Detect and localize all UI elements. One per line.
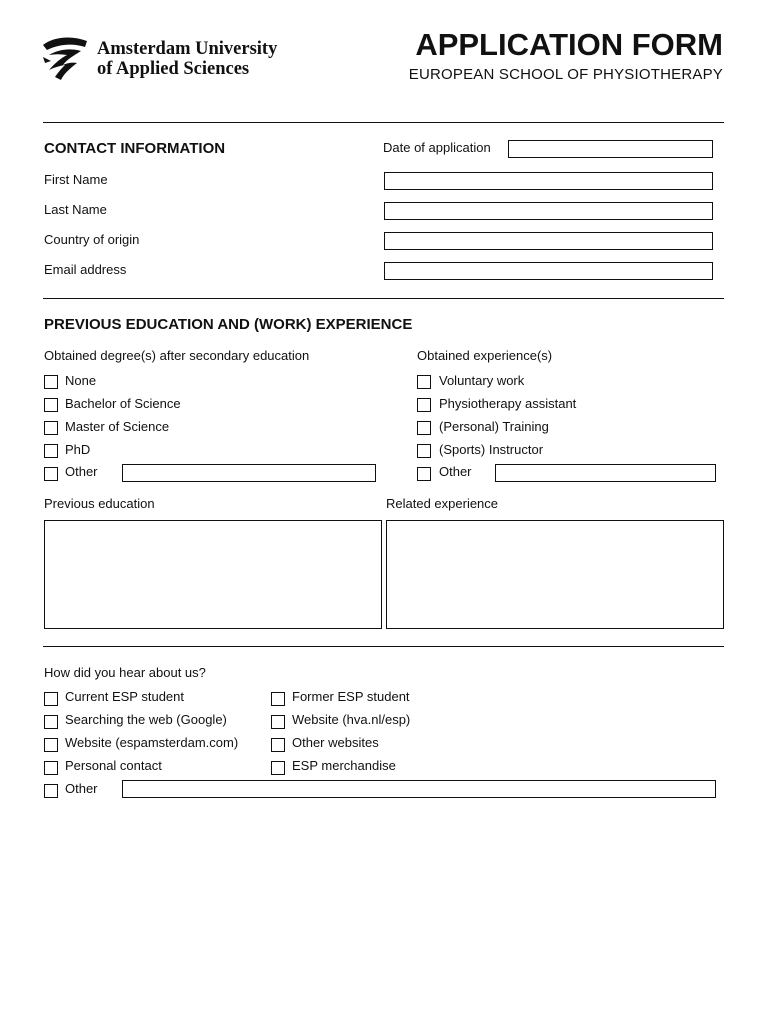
- hear-option-label: Other: [65, 781, 98, 796]
- experience-other-checkbox[interactable]: [417, 467, 431, 481]
- degree-master-checkbox[interactable]: [44, 421, 58, 435]
- degree-option-label: PhD: [65, 442, 91, 457]
- experience-other-field[interactable]: [495, 464, 716, 482]
- hear-option-label: Website (espamsterdam.com): [65, 735, 239, 750]
- date-field[interactable]: [508, 140, 713, 158]
- experience-option-label: Voluntary work: [439, 373, 525, 388]
- experience-option-label: Other: [439, 464, 472, 479]
- hear-option-label: Former ESP student: [292, 689, 410, 704]
- experience-instructor-checkbox[interactable]: [417, 444, 431, 458]
- section-heading-contact: CONTACT INFORMATION: [44, 140, 226, 157]
- email-label: Email address: [44, 262, 127, 277]
- email-field[interactable]: [384, 262, 713, 280]
- hear-option-label: Current ESP student: [65, 689, 184, 704]
- hear-merchandise-checkbox[interactable]: [271, 761, 285, 775]
- degree-option-label: Master of Science: [65, 419, 170, 434]
- degree-other-field[interactable]: [122, 464, 376, 482]
- degree-phd-checkbox[interactable]: [44, 444, 58, 458]
- hear-option-label: Personal contact: [65, 758, 162, 773]
- first-name-label: First Name: [44, 172, 108, 187]
- hear-option-label: ESP merchandise: [292, 758, 396, 773]
- hear-esp-website-checkbox[interactable]: [44, 738, 58, 752]
- experience-training-checkbox[interactable]: [417, 421, 431, 435]
- hear-option-label: Other websites: [292, 735, 379, 750]
- hear-former-student-checkbox[interactable]: [271, 692, 285, 706]
- university-logo-icon: [41, 35, 91, 81]
- hear-other-field[interactable]: [122, 780, 716, 798]
- experience-option-label: (Sports) Instructor: [439, 442, 544, 457]
- logo-text-line2: of Applied Sciences: [97, 59, 250, 79]
- divider: [43, 298, 724, 299]
- degrees-label: Obtained degree(s) after secondary education: [44, 348, 310, 363]
- divider: [43, 646, 724, 647]
- experience-option-label: Physiotherapy assistant: [439, 396, 577, 411]
- hear-option-label: Website (hva.nl/esp): [292, 712, 411, 727]
- hear-current-student-checkbox[interactable]: [44, 692, 58, 706]
- previous-education-textarea[interactable]: [44, 520, 382, 629]
- divider: [43, 122, 724, 123]
- experience-label: Obtained experience(s): [417, 348, 553, 363]
- hear-web-search-checkbox[interactable]: [44, 715, 58, 729]
- page-title: APPLICATION FORM: [415, 27, 723, 62]
- last-name-label: Last Name: [44, 202, 107, 217]
- degree-option-label: Bachelor of Science: [65, 396, 181, 411]
- date-label: Date of application: [383, 140, 491, 155]
- first-name-field[interactable]: [384, 172, 713, 190]
- logo-text-line1: Amsterdam University: [97, 39, 278, 59]
- degree-none-checkbox[interactable]: [44, 375, 58, 389]
- logo: [41, 35, 91, 81]
- degree-option-label: None: [65, 373, 97, 388]
- experience-physio-assistant-checkbox[interactable]: [417, 398, 431, 412]
- related-experience-label: Related experience: [386, 496, 499, 511]
- section-heading-education: PREVIOUS EDUCATION AND (WORK) EXPERIENCE: [44, 316, 413, 333]
- hear-option-label: Searching the web (Google): [65, 712, 227, 727]
- degree-option-label: Other: [65, 464, 98, 479]
- hear-other-websites-checkbox[interactable]: [271, 738, 285, 752]
- previous-education-label: Previous education: [44, 496, 155, 511]
- degree-bachelor-checkbox[interactable]: [44, 398, 58, 412]
- last-name-field[interactable]: [384, 202, 713, 220]
- hear-hva-website-checkbox[interactable]: [271, 715, 285, 729]
- experience-voluntary-checkbox[interactable]: [417, 375, 431, 389]
- country-label: Country of origin: [44, 232, 140, 247]
- experience-option-label: (Personal) Training: [439, 419, 549, 434]
- country-field[interactable]: [384, 232, 713, 250]
- hear-personal-contact-checkbox[interactable]: [44, 761, 58, 775]
- degree-other-checkbox[interactable]: [44, 467, 58, 481]
- hear-about-label: How did you hear about us?: [44, 665, 206, 680]
- related-experience-textarea[interactable]: [386, 520, 724, 629]
- page-subtitle: EUROPEAN SCHOOL OF PHYSIOTHERAPY: [408, 66, 723, 83]
- hear-other-checkbox[interactable]: [44, 784, 58, 798]
